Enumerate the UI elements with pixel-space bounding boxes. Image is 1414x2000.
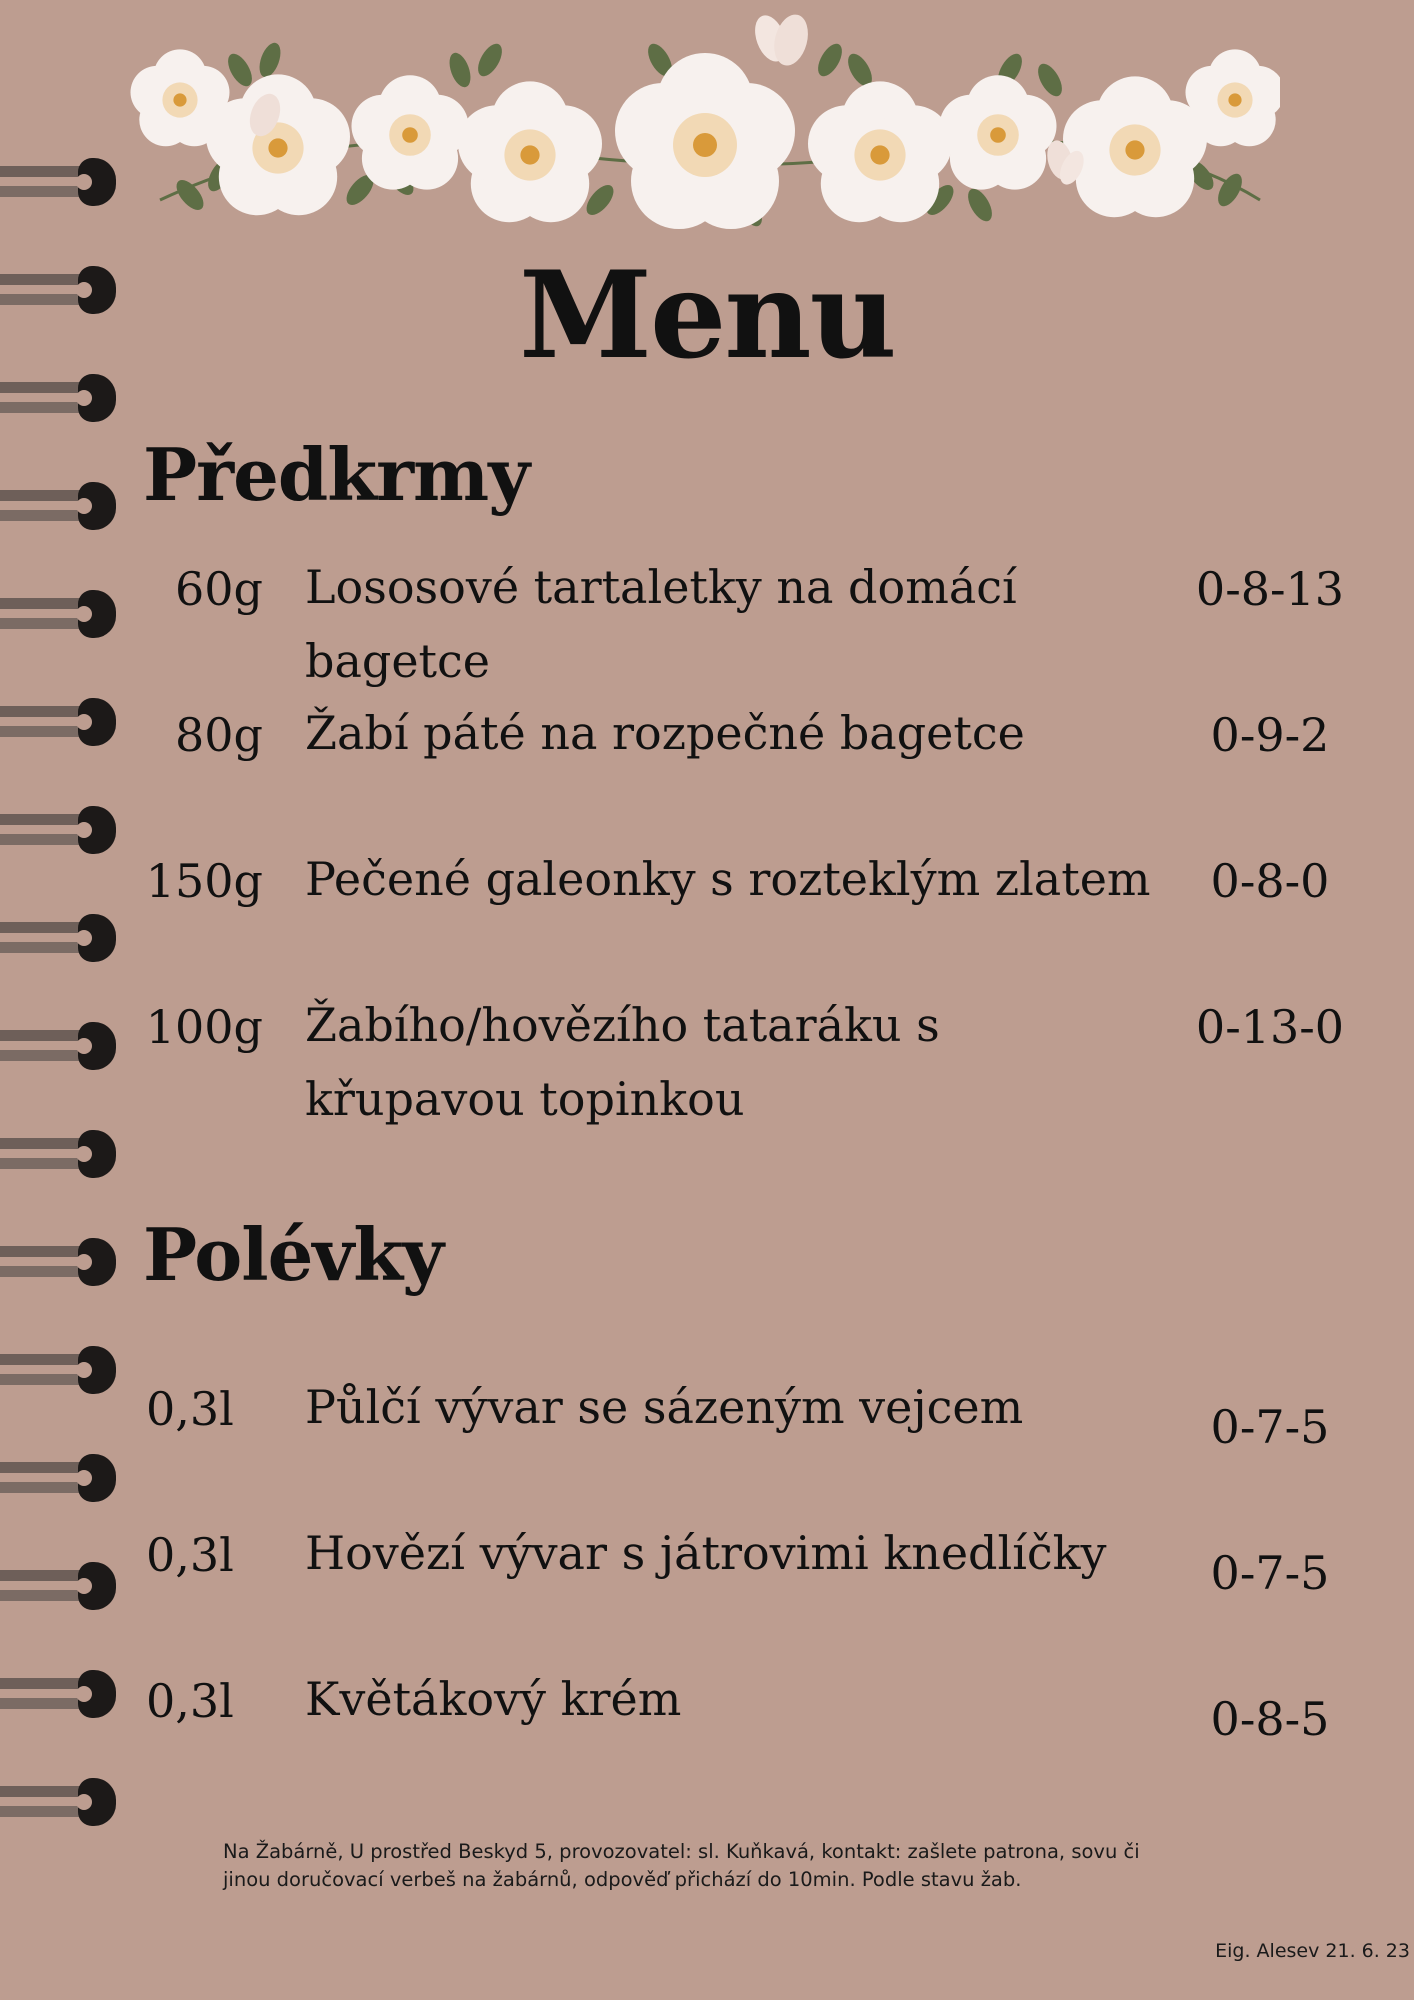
item-weight: 100g	[145, 1000, 263, 1054]
item-price: 0-8-0	[1210, 854, 1330, 908]
signature: Eig. Alesev 21. 6. 23	[1215, 1940, 1410, 1962]
item-weight: 0,3l	[146, 1382, 234, 1436]
item-weight: 0,3l	[146, 1674, 234, 1728]
section-heading-predkrmy: Předkrmy	[143, 432, 530, 517]
item-name: Květákový krém	[305, 1672, 682, 1726]
binding-ring	[0, 1020, 118, 1072]
item-weight: 80g	[175, 708, 263, 762]
section-heading-polevky: Polévky	[143, 1212, 443, 1297]
butterfly-icon	[749, 11, 813, 70]
footer-info: Na Žabárně, U prostřed Beskyd 5, provozovatel: sl. Kuňkavá, kontakt: zašlete patrona, sovu či jinou doručovací verbeš na žabárnů, odpověď přichází do 10min. Podle stavu žab.	[223, 1840, 1140, 1891]
item-name: Hovězí vývar s játrovimi knedlíčky	[305, 1526, 1107, 1580]
binding-ring	[0, 1236, 118, 1288]
item-name: Žabího/hovězího tataráku s křupavou topinkou	[305, 998, 940, 1126]
item-price: 0-7-5	[1210, 1400, 1330, 1454]
binding-ring	[0, 696, 118, 748]
item-price: 0-7-5	[1210, 1546, 1330, 1600]
item-name: Lososové tartaletky na domácí bagetce	[305, 560, 1017, 688]
binding-ring	[0, 1344, 118, 1396]
binding-ring	[0, 1668, 118, 1720]
binding-ring	[0, 480, 118, 532]
item-price: 0-8-13	[1195, 562, 1345, 616]
binding-ring	[0, 1560, 118, 1612]
binding-ring	[0, 912, 118, 964]
binding-ring	[0, 804, 118, 856]
item-name: Půlčí vývar se sázeným vejcem	[305, 1380, 1024, 1434]
binding-ring	[0, 1128, 118, 1180]
page-title: Menu	[519, 245, 895, 386]
item-weight: 60g	[175, 562, 263, 616]
item-name: Pečené galeonky s rozteklým zlatem	[305, 852, 1151, 906]
item-weight: 150g	[145, 854, 263, 908]
item-name: Žabí páté na rozpečné bagetce	[305, 706, 1025, 760]
flower-garland-illustration	[130, 0, 1280, 240]
item-price: 0-8-5	[1210, 1692, 1330, 1746]
item-weight: 0,3l	[146, 1528, 234, 1582]
item-price: 0-9-2	[1210, 708, 1330, 762]
binding-ring	[0, 156, 118, 208]
binding-ring	[0, 1776, 118, 1828]
binding-ring	[0, 1452, 118, 1504]
item-price: 0-13-0	[1195, 1000, 1345, 1054]
binding-ring	[0, 588, 118, 640]
